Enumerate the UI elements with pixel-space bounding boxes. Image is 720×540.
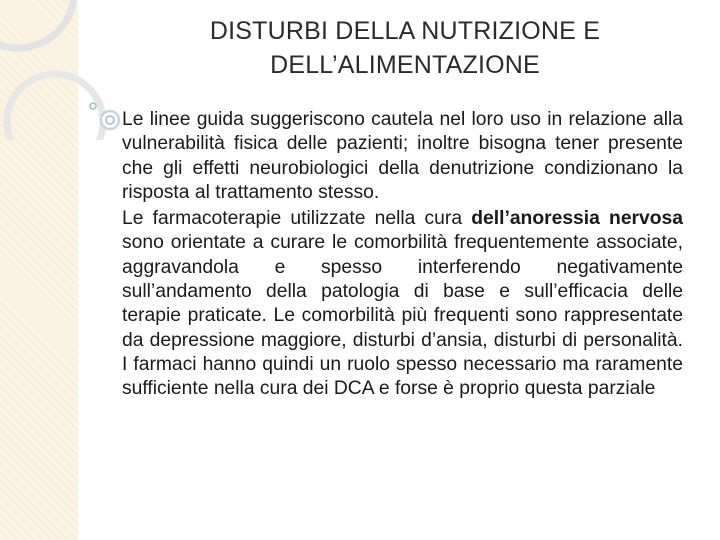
decorative-circles xyxy=(0,0,140,140)
slide-body xyxy=(122,108,683,404)
title-line-2: DELL’ALIMENTAZIONE xyxy=(270,51,540,79)
slide-title xyxy=(120,14,690,82)
paragraph-2-start: Le farmacoterapie utilizzate nella cura xyxy=(122,208,472,230)
paragraph-2-bold: dell’anoressia nervosa xyxy=(471,208,683,230)
decorative-circle-large xyxy=(0,0,74,48)
bullet-dot-icon xyxy=(106,116,114,124)
paragraph-1: Le linee guida suggeriscono cautela nel loro uso in relazione alla vulnerabilità fisica delle pazienti; inoltre bisogna tener presente che gli effetti neurobiologici della denutrizione condizionano la risposta al trattamento stesso. xyxy=(122,109,683,203)
paragraph-2-end: sono orientate a curare le comorbilità frequentemente associate, aggravandola e spesso interferendo negativamente sull’andamento della patologia di base e sull’efficacia delle terapie praticate. Le comorbilità più frequenti sono rappresentate da depressione maggiore, disturbi d’ansia, disturbi di personalità. I farmaci hanno quindi un ruolo spesso necessario ma raramente sufficiente nella cura dei DCA e forse è proprio questa parziale xyxy=(122,232,683,400)
small-bullet-dot-icon xyxy=(90,103,96,109)
decorative-circle-lower xyxy=(7,74,103,140)
title-line-1: DISTURBI DELLA NUTRIZIONE E xyxy=(209,17,601,45)
paragraph-2 xyxy=(122,207,683,401)
